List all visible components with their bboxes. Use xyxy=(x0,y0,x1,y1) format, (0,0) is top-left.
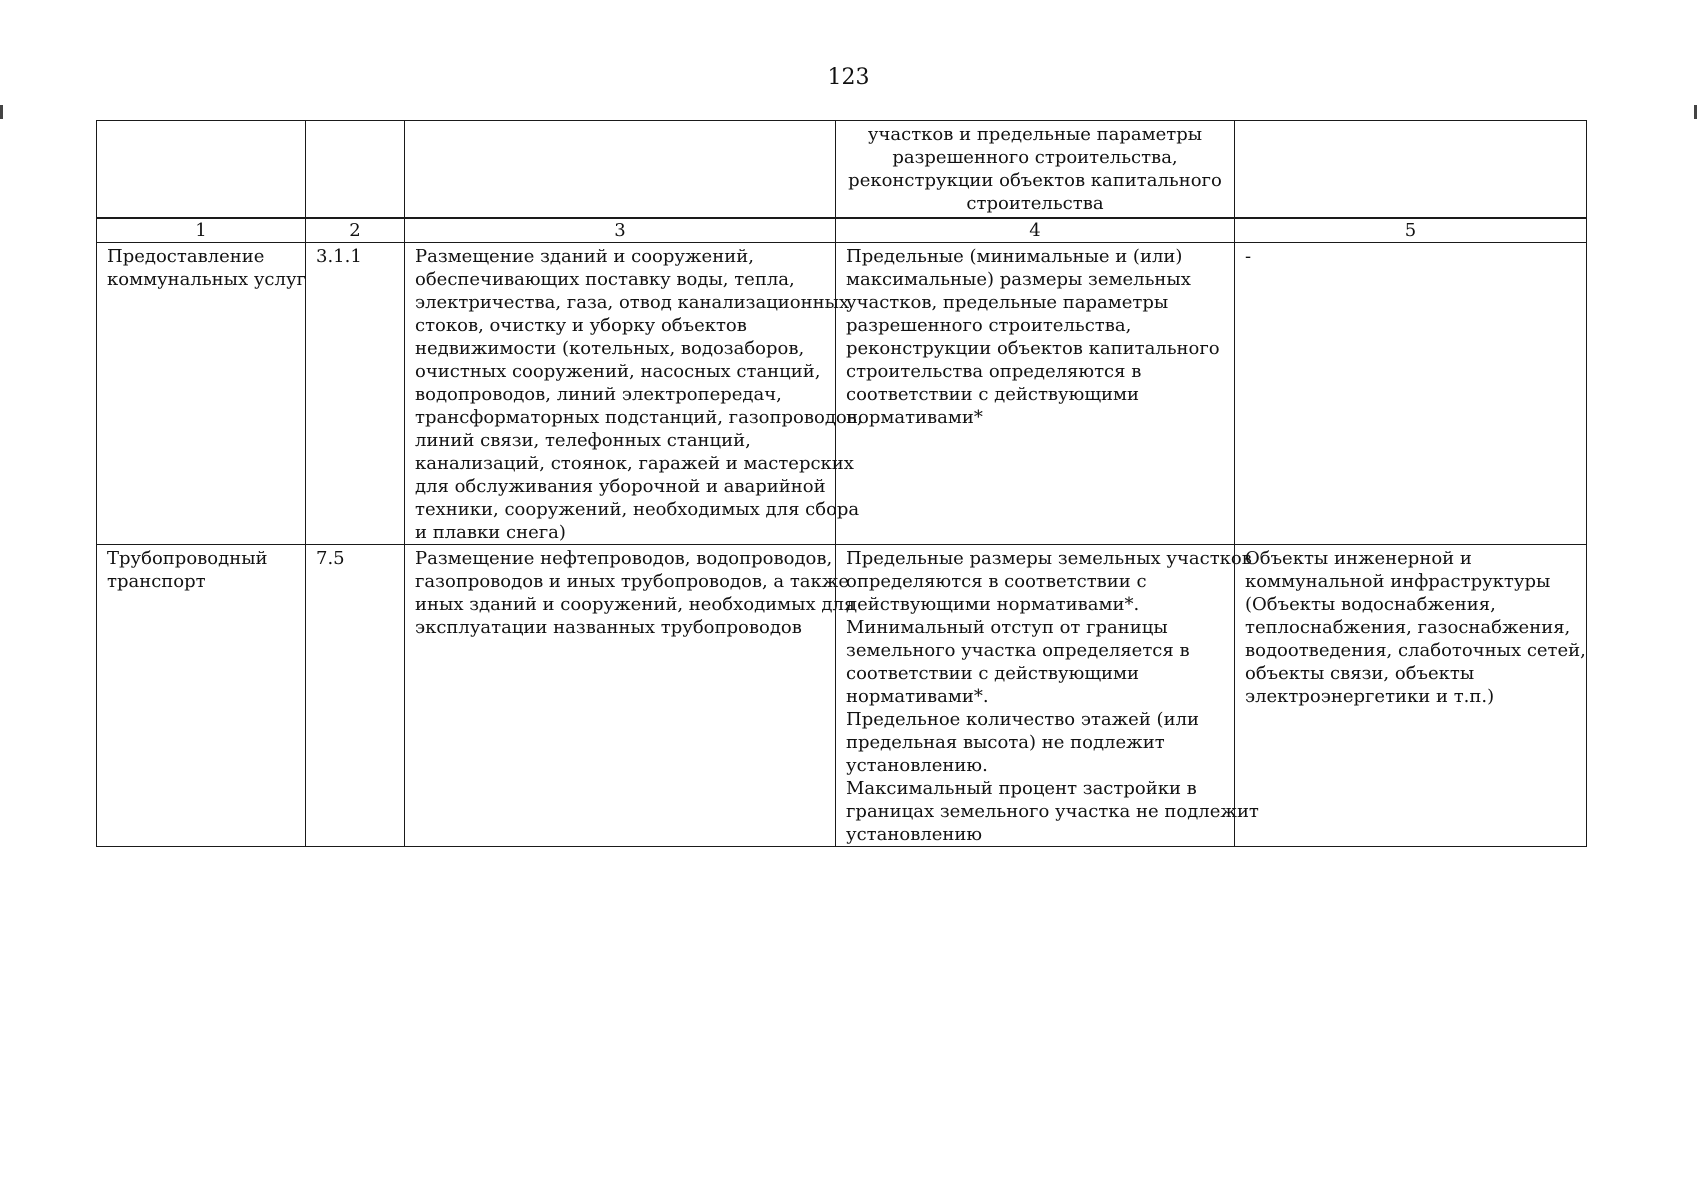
column-number-row xyxy=(97,218,1587,243)
description-line: электричества, газа, отвод канализационных xyxy=(415,292,850,313)
parameters-line: установлению. xyxy=(846,755,988,776)
use-type-name-line: Трубопроводный xyxy=(107,548,268,569)
restrictions-line: - xyxy=(1245,246,1252,267)
use-type-code-cell: 7.5 xyxy=(306,545,405,847)
restrictions-line: коммунальной инфраструктуры xyxy=(1245,571,1551,592)
parameters-line: соответствии с действующими xyxy=(846,663,1140,684)
parameters-cell xyxy=(836,243,1235,545)
restrictions-line: теплоснабжения, газоснабжения, xyxy=(1245,617,1571,638)
continued-header-cell-3 xyxy=(405,121,836,218)
description-line: обеспечивающих поставку воды, тепла, xyxy=(415,269,795,290)
parameters-line: установлению xyxy=(846,824,983,845)
parameters-line: Предельные размеры земельных участков xyxy=(846,548,1252,569)
restrictions-line: водоотведения, слаботочных сетей, xyxy=(1245,640,1586,661)
parameters-line: предельная высота) не подлежит xyxy=(846,732,1165,753)
column-number: 1 xyxy=(97,218,306,243)
continued-header-row xyxy=(97,121,1587,218)
table-row xyxy=(97,545,1587,847)
description-line: трансформаторных подстанций, газопроводов, xyxy=(415,407,863,428)
use-type-description-cell xyxy=(405,545,856,847)
description-line: иных зданий и сооружений, необходимых для xyxy=(415,594,856,615)
parameters-line: нормативами*. xyxy=(846,686,989,707)
table-row xyxy=(97,243,1587,545)
header-line: разрешенного строительства, xyxy=(892,147,1178,168)
header-line: строительства xyxy=(966,193,1104,214)
scan-edge-mark-left xyxy=(0,105,3,119)
continued-header-cell-5 xyxy=(1235,121,1587,218)
restrictions-line: Объекты инженерной и xyxy=(1245,548,1472,569)
parameters-line: определяются в соответствии с xyxy=(846,571,1147,592)
parameters-line: максимальные) размеры земельных xyxy=(846,269,1191,290)
use-type-code-cell: 3.1.1 xyxy=(306,243,405,545)
description-line: канализаций, стоянок, гаражей и мастерских xyxy=(415,453,854,474)
description-line: для обслуживания уборочной и аварийной xyxy=(415,476,826,497)
parameters-line: участков, предельные параметры xyxy=(846,292,1169,313)
parameters-line: Предельные (минимальные и (или) xyxy=(846,246,1183,267)
description-line: эксплуатации названных трубопроводов xyxy=(415,617,802,638)
parameters-cell xyxy=(836,545,1259,847)
continued-header-cell-2 xyxy=(306,121,405,218)
description-line: водопроводов, линий электропередач, xyxy=(415,384,782,405)
restrictions-line: электроэнергетики и т.п.) xyxy=(1245,686,1495,707)
restrictions-line: (Объекты водоснабжения, xyxy=(1245,594,1496,615)
parameters-line: Минимальный отступ от границы xyxy=(846,617,1168,638)
column-number: 4 xyxy=(836,218,1235,243)
description-line: газопроводов и иных трубопроводов, а также xyxy=(415,571,850,592)
use-type-name-cell xyxy=(97,243,306,545)
description-line: Размещение нефтепроводов, водопроводов, xyxy=(415,548,833,569)
description-line: линий связи, телефонных станций, xyxy=(415,430,751,451)
parameters-line: действующими нормативами*. xyxy=(846,594,1140,615)
parameters-line: нормативами* xyxy=(846,407,983,428)
use-type-name-line: транспорт xyxy=(107,571,206,592)
header-line: реконструкции объектов капитального xyxy=(848,170,1222,191)
description-line: и плавки снега) xyxy=(415,522,566,543)
continued-header-cell-1 xyxy=(97,121,306,218)
description-line: стоков, очистку и уборку объектов xyxy=(415,315,747,336)
column-number: 2 xyxy=(306,218,405,243)
use-type-name-cell xyxy=(97,545,306,847)
restrictions-line: объекты связи, объекты xyxy=(1245,663,1475,684)
column-number: 5 xyxy=(1235,218,1587,243)
use-type-name-line: Предоставление xyxy=(107,246,265,267)
restrictions-cell xyxy=(1235,545,1587,847)
parameters-line: Максимальный процент застройки в xyxy=(846,778,1197,799)
parameters-line: Предельное количество этажей (или xyxy=(846,709,1200,730)
column-number: 3 xyxy=(405,218,836,243)
page-number: 123 xyxy=(827,65,870,90)
restrictions-cell xyxy=(1235,243,1587,545)
description-line: Размещение зданий и сооружений, xyxy=(415,246,754,267)
continued-header-cell-4 xyxy=(836,121,1235,218)
parameters-line: соответствии с действующими xyxy=(846,384,1140,405)
parameters-line: разрешенного строительства, xyxy=(846,315,1132,336)
use-type-description-cell xyxy=(405,243,863,545)
description-line: техники, сооружений, необходимых для сбора xyxy=(415,499,860,520)
parameters-line: границах земельного участка не подлежит xyxy=(846,801,1259,822)
description-line: недвижимости (котельных, водозаборов, xyxy=(415,338,805,359)
description-line: очистных сооружений, насосных станций, xyxy=(415,361,821,382)
header-line: участков и предельные параметры xyxy=(867,124,1203,145)
parameters-line: реконструкции объектов капитального xyxy=(846,338,1220,359)
use-type-name-line: коммунальных услуг xyxy=(107,269,306,290)
zoning-regulations-table xyxy=(96,120,1587,847)
parameters-line: земельного участка определяется в xyxy=(846,640,1190,661)
parameters-line: строительства определяются в xyxy=(846,361,1142,382)
